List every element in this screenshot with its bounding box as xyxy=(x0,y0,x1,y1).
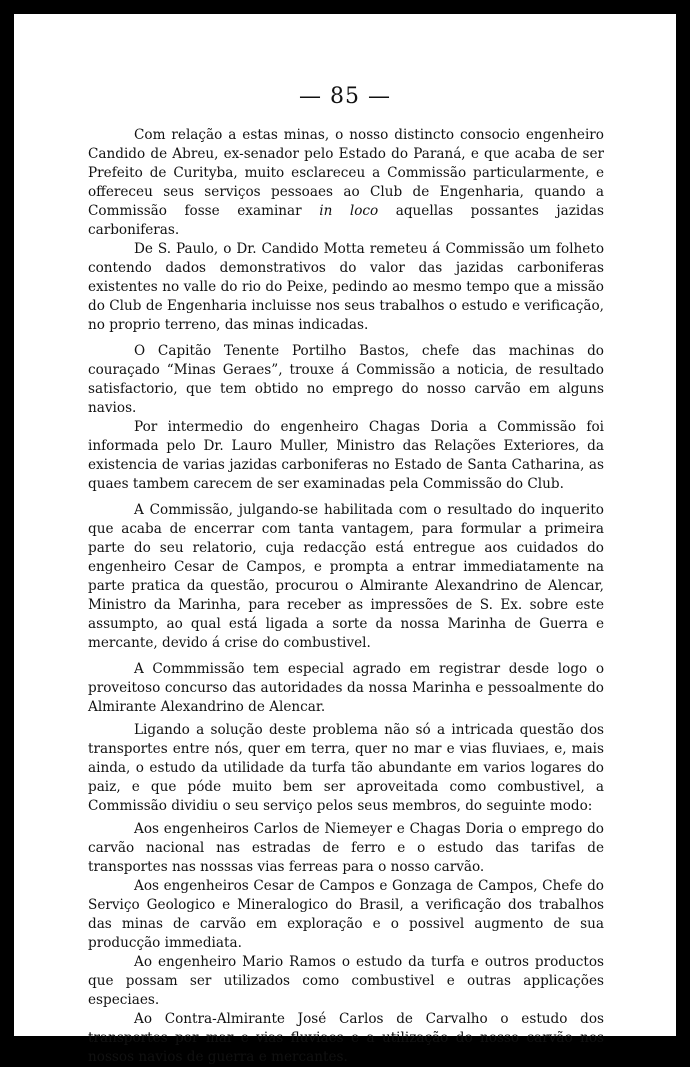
body-text xyxy=(88,126,604,1067)
paragraph-9: Aos engenheiros Cesar de Campos e Gonzaga de Campos, Chefe do Serviço Geologico e Mineralogico do Brasil, a verificação dos trabalhos das minas de carvão em exploração e o possivel augmento de sua producção immediata. xyxy=(88,878,604,951)
paragraph-1-emphasis: in loco xyxy=(319,203,379,219)
book-page xyxy=(14,14,676,1065)
page-number: — 85 — xyxy=(299,84,391,109)
paragraph-4: Por intermedio do engenheiro Chagas Doria a Commissão foi informada pelo Dr. Lauro Muller, Ministro das Relações Exteriores, da existencia de varias jazidas carboniferas no Estado de Santa Catharina, as quaes tambem carecem de ser examinadas pela Commissão do Club. xyxy=(88,419,604,492)
paragraph-2: De S. Paulo, o Dr. Candido Motta remeteu á Commissão um folheto contendo dados demonstrativos do valor das jazidas carboniferas existentes no valle do rio do Peixe, pedindo ao mesmo tempo que a missão do Club de Engenharia incluisse nos seus trabalhos o estudo e verificação, no proprio terreno, das minas indicadas. xyxy=(88,241,604,333)
paragraph-7: Ligando a solução deste problema não só a intricada questão dos transportes entre nós, quer em terra, quer no mar e vias fluviaes, e, mais ainda, o estudo da utilidade da turfa tão abundante em varios logares do paiz, e que póde muito bem ser aproveitada como combustivel, a Commissão dividiu o seu serviço pelos seus membros, do seguinte modo: xyxy=(88,722,604,814)
paragraph-10: Ao engenheiro Mario Ramos o estudo da turfa e outros productos que possam ser utilizados como combustivel e outras applicações especiaes. xyxy=(88,954,604,1008)
paragraph-1 xyxy=(88,126,604,240)
paragraph-1-text-b: aquellas possantes jazidas carboniferas. xyxy=(88,203,605,238)
paragraph-3: O Capitão Tenente Portilho Bastos, chefe das machinas do couraçado “Minas Geraes”, trouxe á Commissão a noticia, de resultado satisfactorio, que tem obtido no emprego do nosso carvão em alguns navios. xyxy=(88,343,604,416)
paragraph-5: A Commissão, julgando-se habilitada com o resultado do inquerito que acaba de encerrar com tanta vantagem, para formular a primeira parte do seu relatorio, cuja redacção está entregue aos cuidados do engenheiro Cesar de Campos, e prompta a entrar immediatamente na parte pratica da questão, procurou o Almirante Alexandrino de Alencar, Ministro da Marinha, para receber as impressões de S. Ex. sobre este assumpto, ao qual está ligada a sorte da nossa Marinha de Guerra e mercante, devido á crise do combustivel. xyxy=(88,502,604,651)
paragraph-6: A Commmissão tem especial agrado em registrar desde logo o proveitoso concurso das autoridades da nossa Marinha e pessoalmente do Almirante Alexandrino de Alencar. xyxy=(88,661,604,715)
paragraph-8: Aos engenheiros Carlos de Niemeyer e Chagas Doria o emprego do carvão nacional nas estradas de ferro e o estudo das tarifas de transportes nas nosssas vias ferreas para o nosso carvão. xyxy=(88,821,604,875)
paragraph-11: Ao Contra-Almirante José Carlos de Carvalho o estudo dos transportes por mar e vias fluviaes e a utilização do nosso carvão nos nossos navios de guerra e mercantes. xyxy=(88,1011,604,1065)
paragraph-1-text-a: Com relação a estas minas, o nosso distincto consocio engenheiro Candido de Abreu, ex-senador pelo Estado do Paraná, e que acaba de ser Prefeito de Curityba, muito esclareceu a Commissão particularmente, e offereceu seus serviços pessoaes ao Club de Engenharia, quando a Commissão fosse examinar xyxy=(88,127,604,219)
